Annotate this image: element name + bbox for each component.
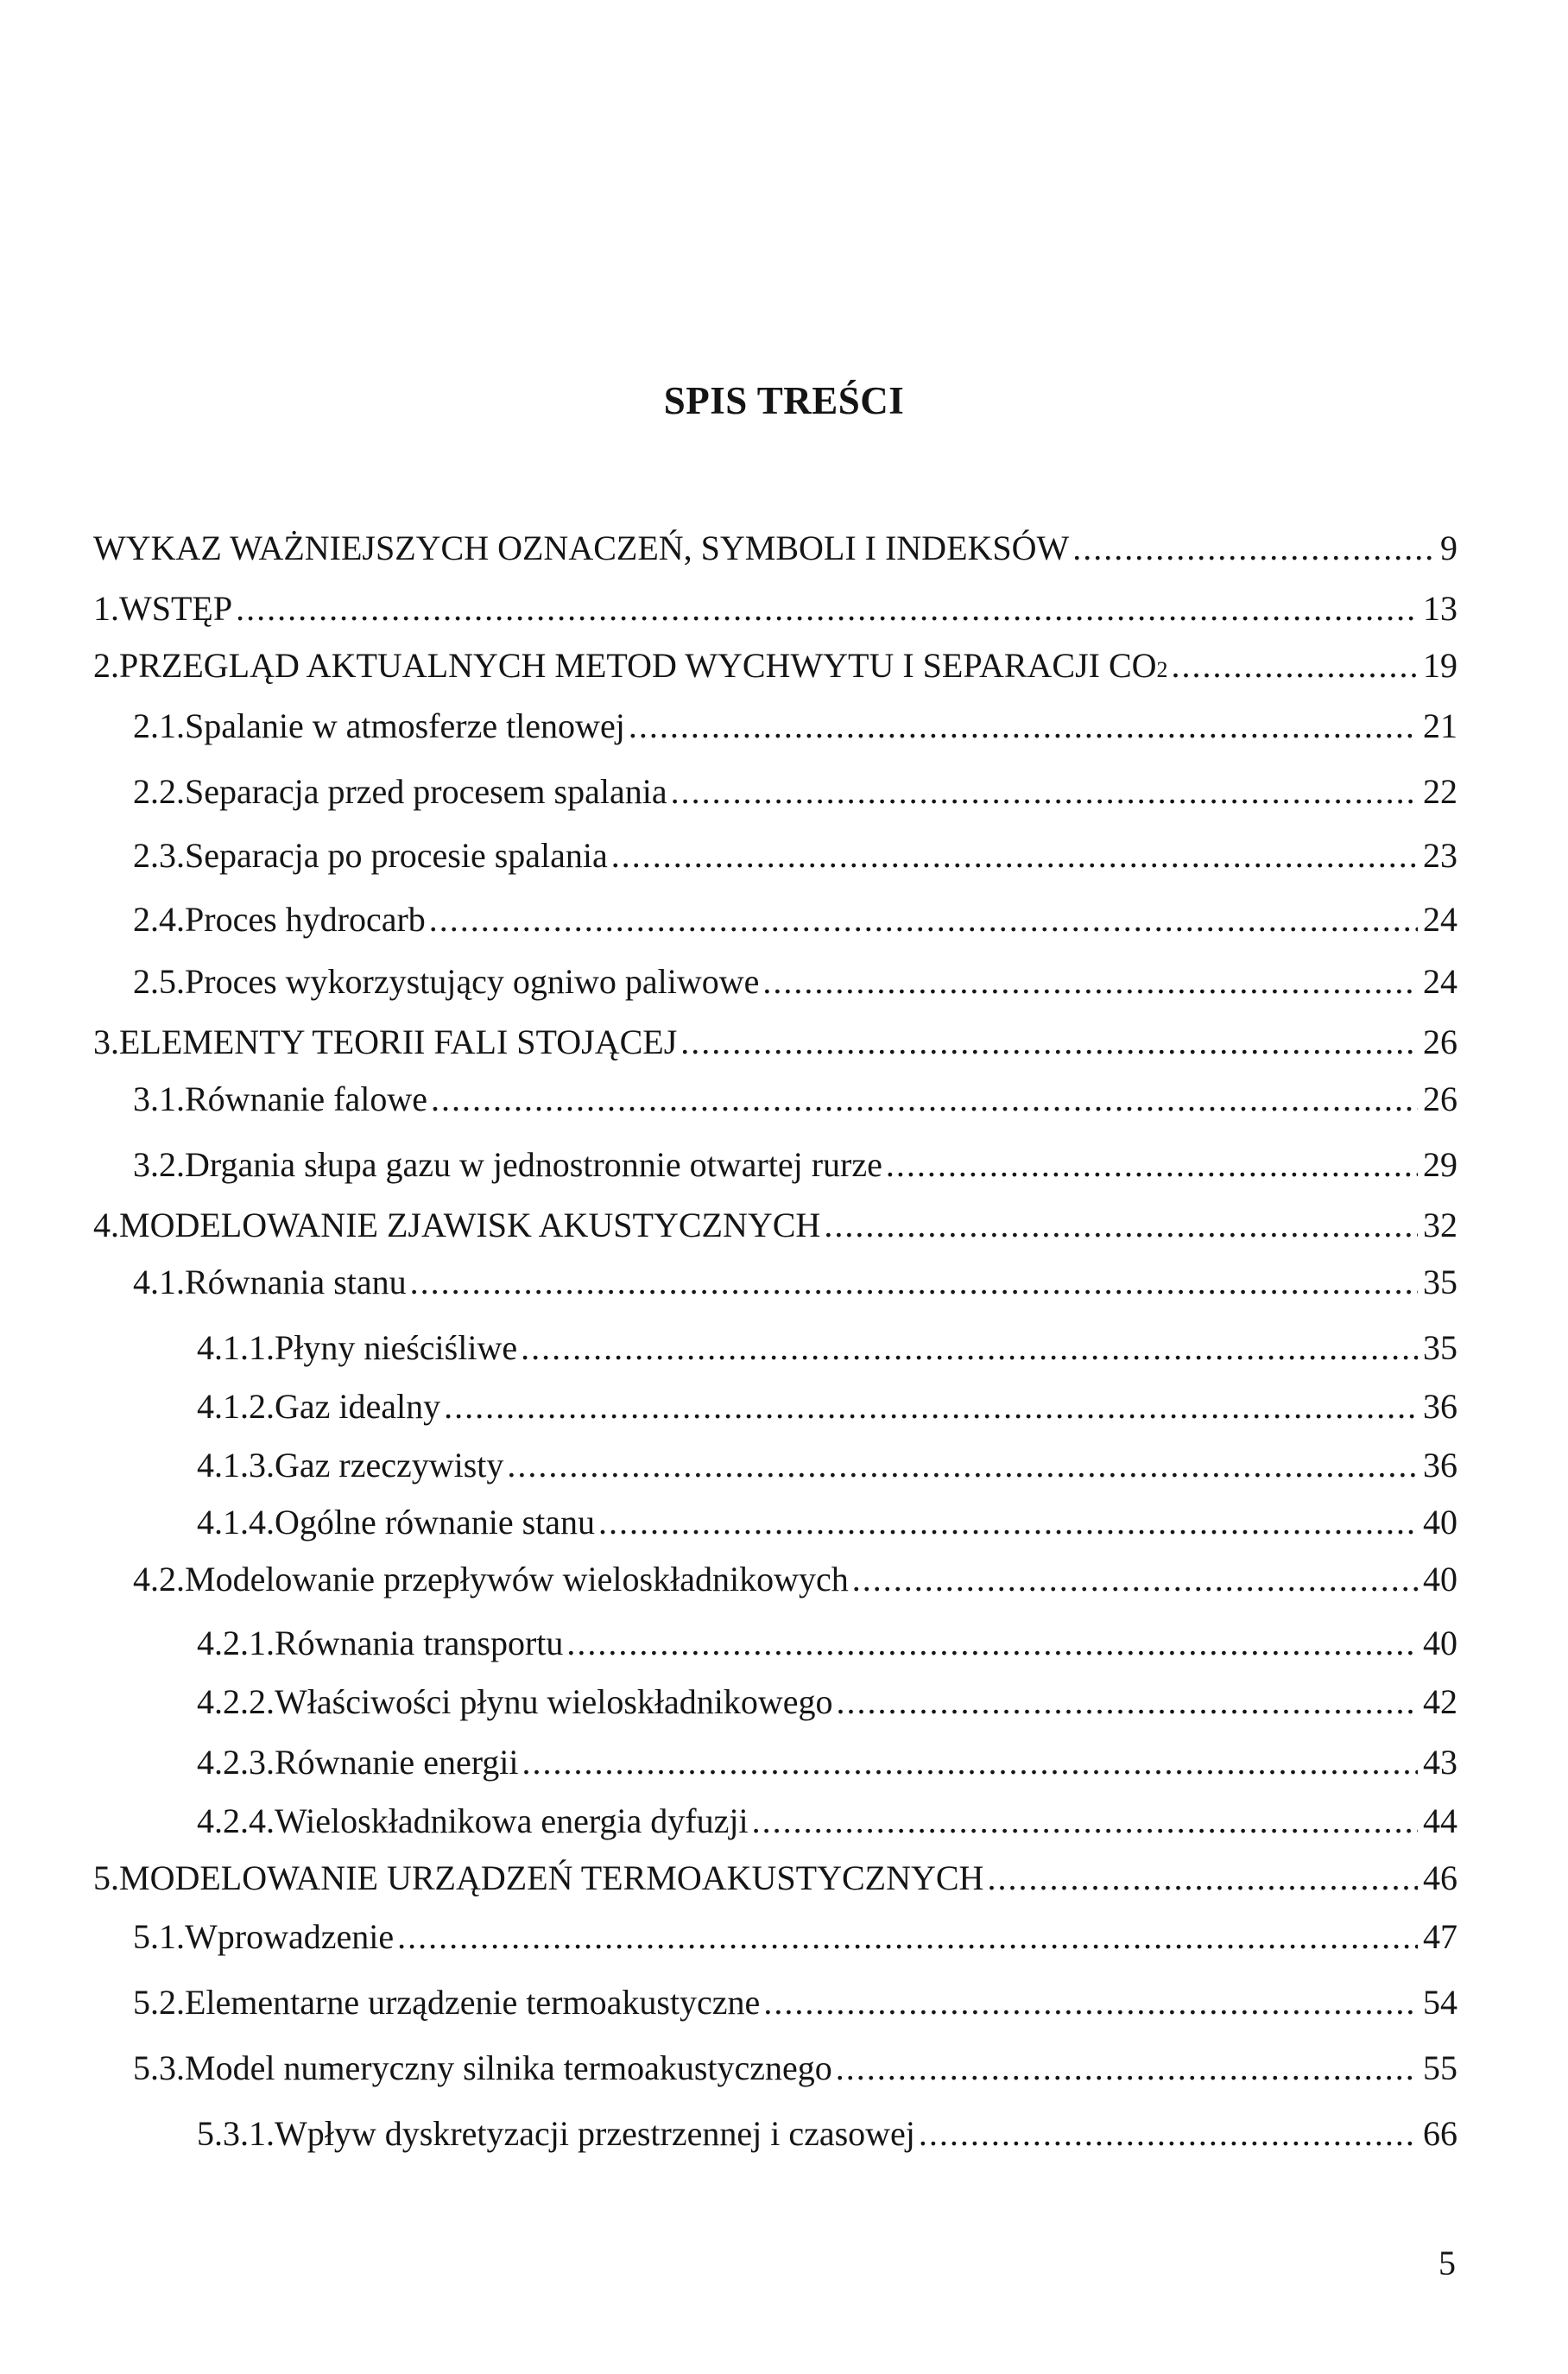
toc-entry-page: 23 (1423, 836, 1457, 875)
dot-leader (852, 1558, 1418, 1601)
toc-entry-2-4[interactable] (133, 898, 1457, 941)
toc-entry-4-2-2[interactable] (197, 1681, 1457, 1724)
toc-entry-page: 19 (1423, 646, 1457, 685)
dot-leader (431, 1078, 1418, 1121)
toc-entry-page: 21 (1423, 706, 1457, 745)
toc-entry-number: 5.1. (133, 1917, 185, 1956)
toc-entry-2-5[interactable] (133, 960, 1457, 1003)
toc-entry-number: 4. (93, 1206, 119, 1244)
dot-leader (919, 2112, 1418, 2156)
toc-entry-title: Proces wykorzystujący ogniwo paliwowe (185, 962, 760, 1001)
dot-leader (566, 1622, 1418, 1665)
toc-entry-page: 29 (1423, 1145, 1457, 1184)
toc-entry-title: Spalanie w atmosferze tlenowej (185, 706, 625, 745)
toc-entry-number: 4.2.4. (197, 1801, 275, 1840)
toc-entry-title: Właściwości płynu wieloskładnikowego (275, 1682, 833, 1721)
dot-leader (680, 1021, 1418, 1064)
toc-entry-4-2-3[interactable] (197, 1741, 1457, 1784)
dot-leader (1172, 644, 1418, 687)
toc-entry-number: 5.3. (133, 2048, 185, 2087)
toc-entry-title: Gaz idealny (275, 1387, 441, 1426)
dot-leader (763, 1981, 1418, 2024)
dot-leader (836, 2047, 1418, 2090)
dot-leader (236, 587, 1418, 630)
toc-entry-number: 4.1.1. (197, 1328, 275, 1367)
toc-entry-number: 4.2.1. (197, 1624, 275, 1662)
toc-entry-title: Gaz rzeczywisty (275, 1446, 504, 1485)
toc-entry-title: Model numeryczny silnika termoakustycznego (185, 2048, 832, 2087)
toc-entry-page: 35 (1423, 1328, 1457, 1367)
toc-entry-title: Wieloskładnikowa energia dyfuzji (275, 1801, 749, 1840)
toc-entry-4-2[interactable] (133, 1558, 1457, 1601)
dot-leader (824, 1204, 1418, 1247)
toc-entry-2-3[interactable] (133, 834, 1457, 877)
toc-entry-chapter-2[interactable] (93, 644, 1457, 692)
toc-entry-page: 9 (1440, 529, 1457, 567)
dot-leader (629, 705, 1418, 748)
toc-entry-number: 1. (93, 589, 119, 628)
toc-entry-page: 26 (1423, 1022, 1457, 1061)
toc-entry-3-2[interactable] (133, 1143, 1457, 1187)
toc-entry-page: 36 (1423, 1446, 1457, 1485)
dot-leader (671, 770, 1418, 813)
toc-entry-number: 4.2. (133, 1560, 185, 1598)
toc-entry-title: Modelowanie przepływów wieloskładnikowych (185, 1560, 849, 1598)
toc-entry-title: Równania stanu (185, 1263, 407, 1301)
toc-entry-number: 2.4. (133, 900, 185, 939)
toc-entry-4-1-4[interactable] (197, 1501, 1457, 1544)
dot-leader (521, 1326, 1418, 1370)
toc-entry-title: Ogólne równanie stanu (275, 1503, 596, 1542)
toc-entry-5-2[interactable] (133, 1981, 1457, 2024)
dot-leader (987, 1857, 1418, 1900)
dot-leader (762, 960, 1418, 1003)
toc-entry-title: Separacja po procesie spalania (185, 836, 608, 875)
page-title: SPIS TREŚCI (663, 379, 905, 422)
toc-entry-title: Równanie energii (275, 1743, 519, 1782)
toc-entry-4-1[interactable] (133, 1261, 1457, 1304)
toc-entry-title: Równanie falowe (185, 1079, 428, 1118)
toc-entry-page: 26 (1423, 1079, 1457, 1118)
dot-leader (522, 1741, 1418, 1784)
toc-entry-title: Elementarne urządzenie termoakustyczne (185, 1983, 761, 2022)
toc-entry-number: 4.1.4. (197, 1503, 275, 1542)
dot-leader (410, 1261, 1418, 1304)
toc-entry-5-1[interactable] (133, 1915, 1457, 1959)
toc-entry-chapter-4[interactable] (93, 1204, 1457, 1247)
toc-entry-page: 40 (1423, 1560, 1457, 1598)
toc-entry-title: Płyny nieściśliwe (275, 1328, 518, 1367)
toc-entry-number: 2. (93, 646, 119, 685)
toc-entry-number: 4.2.2. (197, 1682, 275, 1721)
toc-entry-5-3-1[interactable] (197, 2112, 1457, 2156)
toc-entry-5-3[interactable] (133, 2047, 1457, 2090)
toc-entry-page: 46 (1423, 1858, 1457, 1897)
dot-leader (397, 1915, 1418, 1959)
toc-entry-title: Wpływ dyskretyzacji przestrzennej i czasowej (275, 2114, 915, 2153)
toc-entry-number: 2.5. (133, 962, 185, 1001)
toc-entry-page: 43 (1423, 1743, 1457, 1782)
toc-entry-number: 3.2. (133, 1145, 185, 1184)
toc-entry-title: MODELOWANIE ZJAWISK AKUSTYCZNYCH (119, 1206, 821, 1244)
toc-entry-page: 66 (1423, 2114, 1457, 2153)
toc-entry-number: 2.1. (133, 706, 185, 745)
dot-leader (752, 1800, 1418, 1843)
toc-entry-chapter-3[interactable] (93, 1021, 1457, 1064)
dot-leader (598, 1501, 1418, 1544)
dot-leader (507, 1444, 1418, 1487)
toc-entry-page: 40 (1423, 1624, 1457, 1662)
dot-leader (429, 898, 1418, 941)
toc-entry-page: 54 (1423, 1983, 1457, 2022)
toc-entry-number: 4.1. (133, 1263, 185, 1301)
toc-entry-4-2-1[interactable] (197, 1622, 1457, 1665)
toc-entry-chapter-1[interactable] (93, 587, 1457, 630)
toc-entry-page: 55 (1423, 2048, 1457, 2087)
toc-entry-page: 40 (1423, 1503, 1457, 1542)
dot-leader (1072, 527, 1435, 570)
toc-entry-page: 47 (1423, 1917, 1457, 1956)
toc-entry-page: 24 (1423, 962, 1457, 1001)
toc-entry-4-1-1[interactable] (197, 1326, 1457, 1370)
toc-entry-number: 2.3. (133, 836, 185, 875)
toc-entry-title: WYKAZ WAŻNIEJSZYCH OZNACZEŃ, SYMBOLI I INDEKSÓW (93, 529, 1070, 567)
toc-entry-number: 5. (93, 1858, 119, 1897)
toc-entry-title: Równania transportu (275, 1624, 564, 1662)
page-number: 5 (1438, 2244, 1456, 2282)
toc-entry-title: ELEMENTY TEORII FALI STOJĄCEJ (119, 1022, 678, 1061)
toc-entry-page: 35 (1423, 1263, 1457, 1301)
toc-entry-number: 4.2.3. (197, 1743, 275, 1782)
toc-entry-number: 4.1.3. (197, 1446, 275, 1485)
toc-entry-2-2[interactable] (133, 770, 1457, 813)
dot-leader (444, 1385, 1418, 1428)
toc-entry-page: 32 (1423, 1206, 1457, 1244)
toc-entry-symbols[interactable] (93, 527, 1457, 570)
toc-entry-page: 44 (1423, 1801, 1457, 1840)
toc-entry-title: Proces hydrocarb (185, 900, 426, 939)
toc-entry-number: 2.2. (133, 772, 185, 811)
toc-entry-page: 36 (1423, 1387, 1457, 1426)
toc-entry-3-1[interactable] (133, 1078, 1457, 1121)
toc-entry-title: PRZEGLĄD AKTUALNYCH METOD WYCHWYTU I SEPARACJI CO (119, 646, 1157, 685)
toc-entry-page: 24 (1423, 900, 1457, 939)
toc-entry-title: Wprowadzenie (185, 1917, 395, 1956)
toc-entry-title: MODELOWANIE URZĄDZEŃ TERMOAKUSTYCZNYCH (119, 1858, 984, 1897)
toc-entry-4-1-2[interactable] (197, 1385, 1457, 1428)
toc-entry-page: 13 (1423, 589, 1457, 628)
toc-entry-number: 5.2. (133, 1983, 185, 2022)
toc-entry-4-1-3[interactable] (197, 1444, 1457, 1487)
toc-entry-number: 5.3.1. (197, 2114, 275, 2153)
toc-entry-title: Drgania słupa gazu w jednostronnie otwartej rurze (185, 1145, 882, 1184)
toc-entry-4-2-4[interactable] (197, 1800, 1457, 1843)
dot-leader (886, 1143, 1418, 1187)
toc-entry-chapter-5[interactable] (93, 1857, 1457, 1900)
toc-entry-subscript: 2 (1156, 657, 1168, 682)
toc-entry-number: 3.1. (133, 1079, 185, 1118)
dot-leader (611, 834, 1418, 877)
dot-leader (837, 1681, 1418, 1724)
toc-entry-title: Separacja przed procesem spalania (185, 772, 667, 811)
toc-entry-page: 42 (1423, 1682, 1457, 1721)
toc-entry-title: WSTĘP (119, 589, 233, 628)
toc-entry-number: 4.1.2. (197, 1387, 275, 1426)
toc-entry-number: 3. (93, 1022, 119, 1061)
toc-entry-page: 22 (1423, 772, 1457, 811)
toc-entry-2-1[interactable] (133, 705, 1457, 748)
